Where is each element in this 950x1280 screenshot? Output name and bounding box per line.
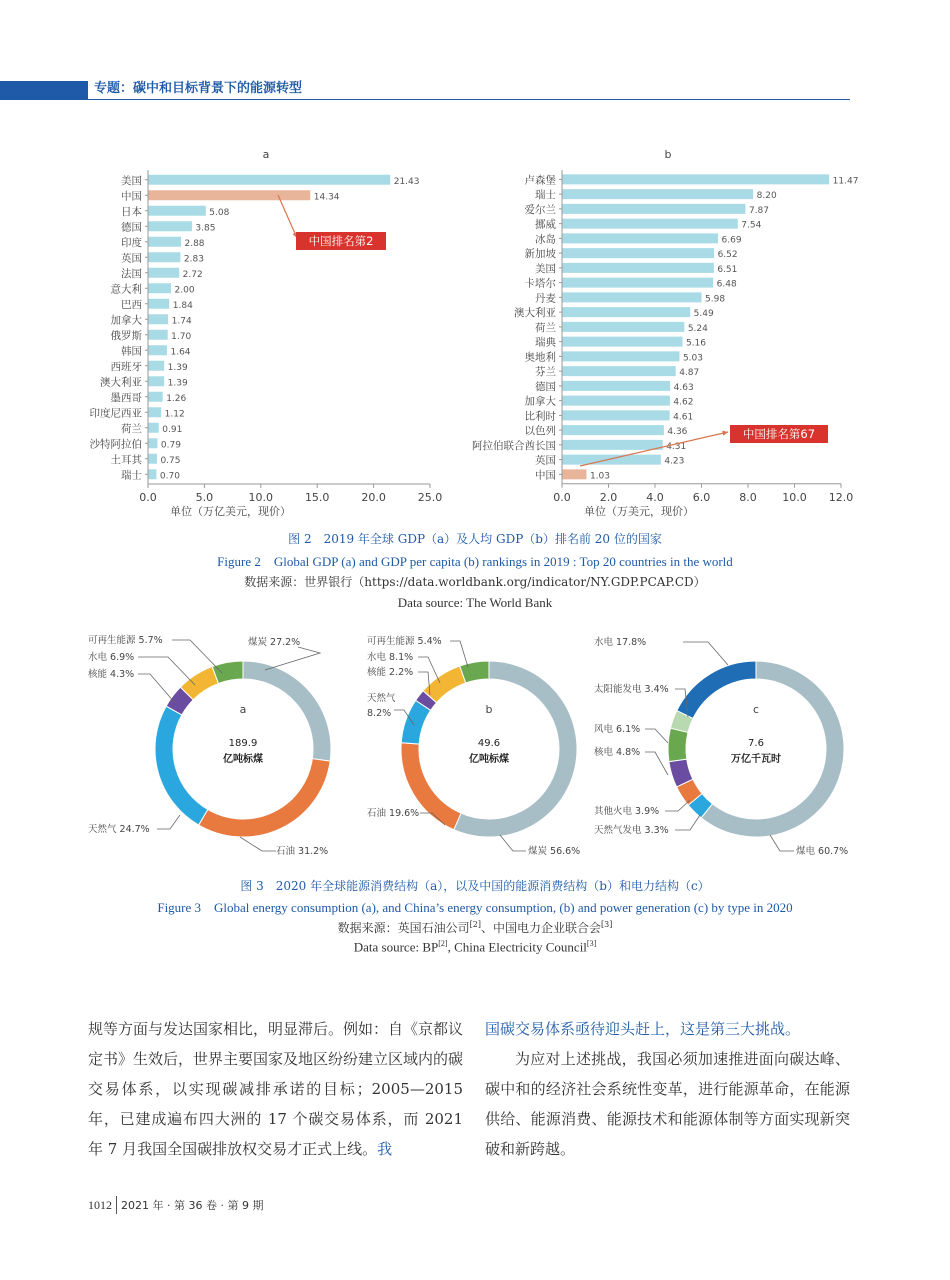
x-axis-label: 单位（万美元，现价）	[584, 504, 694, 518]
energy-donut-a	[88, 634, 331, 857]
bar	[563, 204, 746, 214]
slice-label: 可再生能源 5.4%	[367, 636, 442, 647]
x-tick-label: 6.0	[692, 490, 711, 504]
bar-value-label: 1.12	[164, 409, 185, 420]
bar-value-label: 21.43	[393, 176, 420, 187]
leader-line	[675, 815, 700, 830]
figure2-source-cn: 数据来源：世界银行（https://data.worldbank.org/indicator/NY.GDP.PCAP.CD）	[244, 575, 706, 589]
slice-label: 核电 4.8%	[594, 747, 641, 758]
gdp-chart-b	[472, 148, 858, 518]
bar-value-label: 1.39	[167, 362, 188, 373]
category-label: 澳大利亚	[514, 307, 556, 320]
x-tick-label: 4.0	[646, 490, 664, 504]
category-label: 爱尔兰	[524, 203, 556, 216]
figure3-source-cn-text2: 、中国电力企业联合会	[481, 921, 602, 935]
category-label: 卡塔尔	[524, 277, 556, 290]
bar-value-label: 5.49	[693, 309, 714, 320]
bar	[149, 361, 165, 371]
x-tick-label: 5.0	[195, 491, 214, 504]
donut-center-unit: 万亿千瓦时	[731, 754, 781, 765]
slice-label: 其他火电 3.9%	[594, 806, 660, 817]
bar-value-label: 4.62	[673, 397, 694, 408]
category-label: 中国	[121, 190, 142, 203]
ref-2-en[interactable]: [2]	[438, 939, 448, 948]
bar	[563, 351, 680, 361]
figure3-source-en	[0, 939, 950, 955]
category-label: 冰岛	[535, 233, 556, 246]
footer-divider	[116, 1196, 117, 1214]
bar	[149, 423, 159, 433]
figure3-caption-cn: 图 3 2020 年全球能源消费结构（a），以及中国的能源消费结构（b）和电力结构（c）	[240, 879, 710, 893]
page-header	[0, 0, 950, 100]
bar	[149, 283, 172, 293]
bar	[563, 381, 671, 391]
bar	[563, 440, 663, 450]
bar	[149, 252, 181, 262]
bar-value-label: 7.87	[748, 205, 770, 216]
page-footer	[88, 1196, 263, 1214]
figure3-source-cn	[0, 919, 950, 936]
category-label: 巴西	[121, 298, 142, 311]
category-label: 新加坡	[524, 248, 556, 261]
category-label: 澳大利亚	[100, 376, 142, 389]
body-right-highlight: 国碳交易体系亟待迎头赶上，这是第三大挑战。	[485, 1020, 801, 1038]
category-label: 沙特阿拉伯	[89, 438, 142, 451]
slice-label-value: 8.2%	[367, 708, 392, 719]
bar	[563, 278, 714, 288]
x-tick-label: 15.0	[304, 491, 330, 504]
donut-center-unit: 亿吨标煤	[469, 754, 509, 765]
bar-value-label: 1.64	[170, 347, 191, 358]
body-left-paragraph	[88, 1014, 463, 1164]
bar-value-label: 4.63	[673, 382, 694, 393]
figure3-source-en-text: Data source: BP	[353, 939, 439, 955]
category-label: 卢森堡	[524, 174, 556, 187]
category-label: 西班牙	[110, 360, 142, 373]
slice-label: 煤炭 56.6%	[528, 846, 581, 857]
body-right-column	[485, 1014, 850, 1164]
header-rule	[88, 99, 850, 100]
category-label: 意大利	[110, 283, 142, 296]
figure3-panels	[88, 634, 848, 857]
leader-line	[500, 835, 526, 851]
category-label: 印度	[121, 236, 142, 249]
bar-value-label: 11.47	[832, 176, 859, 187]
energy-donut-c	[594, 636, 848, 857]
bar	[149, 299, 170, 309]
slice-label: 太阳能发电 3.4%	[594, 684, 669, 695]
energy-donut-b	[367, 635, 580, 857]
donut-slice	[677, 661, 756, 718]
bar-value-label: 6.69	[721, 235, 742, 246]
bar	[149, 454, 157, 464]
bar-value-label: 6.52	[717, 250, 738, 261]
category-label: 法国	[121, 267, 142, 280]
category-label: 英国	[121, 252, 142, 265]
category-label: 德国	[535, 380, 556, 393]
category-label: 墨西哥	[110, 391, 142, 404]
bar-value-label: 4.87	[679, 368, 700, 379]
donut-slice	[155, 706, 208, 825]
category-label: 中国	[535, 469, 556, 482]
bar-value-label: 2.88	[184, 238, 205, 249]
slice-label: 核能 2.2%	[367, 667, 414, 678]
category-label: 德国	[121, 221, 142, 234]
bar-value-label: 1.70	[171, 331, 192, 342]
donut-center-value: 49.6	[477, 738, 501, 749]
bar	[563, 189, 754, 199]
leader-line	[770, 835, 794, 851]
slice-label: 天然气	[367, 693, 396, 704]
gdp-chart-a	[90, 148, 443, 518]
slice-label: 煤炭 27.2%	[248, 637, 301, 648]
leader-line	[683, 642, 728, 665]
bar	[563, 219, 738, 229]
slice-label: 核能 4.3%	[88, 669, 135, 680]
donut-center-value: 7.6	[748, 738, 764, 749]
bar-value-label: 5.24	[687, 323, 708, 334]
x-tick-label: 2.0	[599, 490, 618, 504]
leader-line	[138, 674, 175, 703]
slice-label: 水电 6.9%	[88, 652, 135, 663]
donut-slice	[454, 661, 577, 837]
bar-value-label: 4.23	[664, 456, 685, 467]
annotation-text: 中国排名第67	[742, 427, 816, 441]
bar	[563, 233, 719, 243]
figure2-source-en: Data source: The World Bank	[397, 595, 553, 610]
slice-label: 水电 17.8%	[594, 637, 647, 648]
leader-line	[157, 815, 180, 829]
category-label: 土耳其	[110, 453, 142, 466]
bar-value-label: 7.54	[741, 220, 762, 231]
category-label: 荷兰	[535, 321, 556, 334]
bar-value-label: 1.26	[166, 393, 187, 404]
bar	[563, 174, 830, 184]
category-label: 挪威	[535, 218, 556, 231]
chart-panel-label: a	[239, 703, 247, 716]
bar	[563, 263, 714, 273]
bar	[149, 438, 158, 448]
bar-value-label: 14.34	[313, 192, 340, 203]
figure3-chart	[0, 625, 950, 865]
bar	[149, 314, 169, 324]
bar-value-label: 2.00	[174, 285, 195, 296]
category-label: 瑞典	[535, 336, 556, 349]
donut-slice	[212, 661, 243, 683]
category-label: 阿拉伯联合酋长国	[472, 439, 556, 452]
leader-line	[240, 837, 276, 851]
bar-value-label: 0.79	[160, 440, 181, 451]
category-label: 荷兰	[121, 422, 142, 435]
category-label: 加拿大	[110, 314, 142, 327]
slice-label: 煤电 60.7%	[796, 846, 849, 857]
chart-panel-label: b	[485, 703, 493, 716]
bar-value-label: 1.84	[172, 300, 193, 311]
bar-value-label: 4.61	[673, 412, 694, 423]
x-tick-label: 8.0	[739, 490, 757, 504]
x-tick-label: 12.0	[828, 490, 854, 504]
figure3-source-en-text2: , China Electricity Council	[447, 939, 587, 955]
donut-slice	[460, 661, 489, 683]
bar	[149, 376, 165, 386]
bar	[563, 366, 676, 376]
category-label: 英国	[535, 454, 556, 467]
bar	[149, 268, 180, 278]
category-label: 丹麦	[535, 292, 556, 305]
category-label: 韩国	[121, 345, 142, 358]
bar-value-label: 0.70	[159, 471, 180, 482]
body-left-column	[88, 1014, 463, 1164]
bar-value-label: 5.16	[685, 338, 707, 349]
ref-2[interactable]: [2]	[469, 920, 481, 929]
figure2-chart	[0, 140, 950, 525]
x-tick-label: 20.0	[361, 491, 386, 504]
header-title: 专题：碳中和目标背景下的能源转型	[94, 81, 303, 96]
bar-value-label: 2.83	[183, 254, 204, 265]
slice-label: 天然气 24.7%	[88, 824, 150, 835]
chart-panel-label: a	[262, 148, 270, 161]
bar-value-label: 1.03	[589, 471, 610, 482]
bar-value-label: 1.74	[171, 316, 192, 327]
slice-label: 石油 19.6%	[367, 808, 420, 819]
bar	[563, 410, 670, 420]
ref-3[interactable]: [3]	[601, 920, 613, 929]
bar	[563, 425, 664, 435]
bar	[149, 345, 167, 355]
leader-line	[645, 752, 668, 775]
bar	[563, 307, 691, 317]
bar-value-label: 3.85	[195, 223, 216, 234]
bar	[563, 322, 685, 332]
category-label: 奥地利	[524, 351, 556, 364]
chart-panel-label: c	[752, 703, 760, 716]
category-label: 日本	[121, 205, 142, 218]
bar-value-label: 8.20	[756, 191, 777, 202]
category-label: 比利时	[524, 410, 556, 423]
bar	[149, 392, 163, 402]
figure3-caption-en: Figure 3 Global energy consumption (a), and China’s energy consumption, (b) and power generation (c) by type in 2020	[157, 900, 793, 915]
header-accent-bar	[0, 81, 88, 100]
arrow-head-icon	[722, 431, 728, 436]
bar-value-label: 6.48	[716, 279, 737, 290]
bar-value-label: 2.72	[182, 269, 203, 280]
figure2-caption-en: Figure 2 Global GDP (a) and GDP per capita (b) rankings in 2019 : Top 20 countries in the world	[217, 554, 733, 569]
donut-center-unit: 亿吨标煤	[223, 754, 263, 765]
body-right-paragraph: 为应对上述挑战，我国必须加速推进面向碳达峰、碳中和的经济社会系统性变革，进行能源革命，在能源供给、能源消费、能源技术和能源体制等方面实现新突破和新跨越。	[485, 1050, 850, 1158]
bar	[149, 190, 311, 200]
bar-value-label: 4.31	[666, 441, 687, 452]
chart-panel-label: b	[664, 148, 672, 161]
figure3-source-cn-text: 数据来源：英国石油公司	[337, 921, 470, 935]
page-number: 1012	[88, 1197, 112, 1212]
category-label: 瑞士	[535, 189, 556, 202]
bar	[149, 175, 391, 185]
bar	[563, 396, 670, 406]
body-left-highlight: 我	[377, 1140, 393, 1158]
slice-label: 可再生能源 5.7%	[88, 635, 163, 646]
issue-info: 2021 年 · 第 36 卷 · 第 9 期	[121, 1199, 264, 1212]
leader-line	[138, 657, 195, 685]
category-label: 加拿大	[524, 395, 556, 408]
bar-value-label: 4.36	[667, 427, 688, 438]
x-tick-label: 25.0	[417, 491, 443, 504]
slice-label: 天然气发电 3.3%	[594, 825, 669, 836]
ref-3-en[interactable]: [3]	[586, 939, 597, 948]
category-label: 俄罗斯	[110, 329, 142, 342]
x-tick-label: 10.0	[248, 491, 274, 504]
bar-value-label: 6.51	[717, 264, 738, 275]
x-axis-label: 单位（万亿美元，现价）	[170, 505, 291, 518]
bar	[149, 237, 181, 247]
category-label: 以色列	[524, 425, 556, 438]
x-tick-label: 10.0	[782, 490, 807, 504]
x-tick-label: 0.0	[553, 490, 571, 504]
donut-slice	[668, 728, 688, 761]
bar	[563, 455, 661, 465]
bar	[563, 292, 702, 302]
bar	[149, 206, 206, 216]
x-tick-label: 0.0	[139, 491, 157, 504]
bar	[149, 469, 157, 479]
bar-value-label: 5.03	[682, 353, 703, 364]
bar-value-label: 5.98	[705, 294, 726, 305]
annotation-arrow	[278, 195, 297, 238]
bar	[149, 407, 162, 417]
leader-line	[450, 641, 468, 667]
bar	[563, 248, 715, 258]
leader-line	[645, 729, 668, 743]
category-label: 美国	[121, 174, 142, 187]
donut-slice	[199, 759, 330, 837]
category-label: 美国	[535, 262, 556, 275]
figure2-caption-cn: 图 2 2019 年全球 GDP（a）及人均 GDP（b）排名前 20 位的国家	[288, 532, 662, 546]
body-left-text: 规等方面与发达国家相比，明显滞后。例如：自《京都议定书》生效后，世界主要国家及地区纷纷建立区域内的碳交易体系，以实现碳减排承诺的目标；2005—2015 年，已建成遍布四大洲的 17 个碳交易体系，而 2021 年 7 月我国全国碳排放权交易才正式上线。	[88, 1020, 464, 1158]
bar	[563, 469, 587, 479]
donut-center-value: 189.9	[228, 738, 258, 749]
bar-value-label: 0.75	[160, 455, 181, 466]
bar-value-label: 5.08	[209, 207, 230, 218]
bar	[149, 221, 192, 231]
figure2-panels	[90, 148, 859, 518]
slice-label: 石油 31.2%	[276, 846, 329, 857]
category-label: 芬兰	[535, 366, 556, 379]
bar	[563, 337, 683, 347]
annotation-text: 中国排名第2	[308, 234, 374, 248]
category-label: 印度尼西亚	[89, 407, 142, 420]
bar-value-label: 1.39	[167, 378, 188, 389]
category-label: 瑞士	[121, 469, 142, 482]
bar-value-label: 0.91	[162, 424, 183, 435]
bar	[149, 330, 168, 340]
slice-label: 风电 6.1%	[594, 724, 641, 735]
slice-label: 水电 8.1%	[367, 652, 414, 663]
